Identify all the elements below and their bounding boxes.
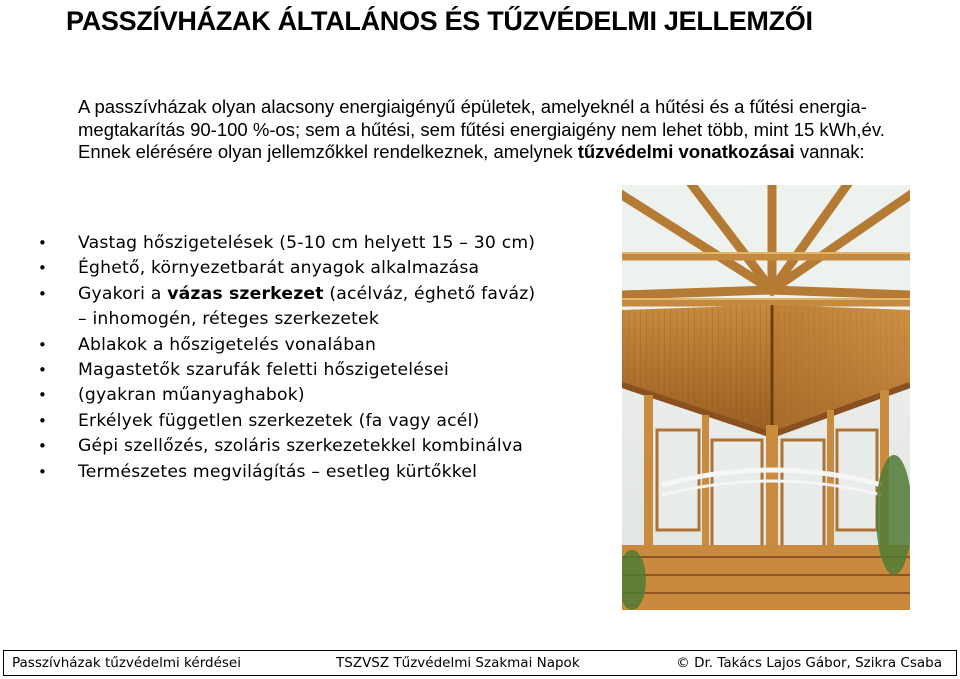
list-item-text: Magastetők szarufák feletti hőszigetelései: [78, 359, 449, 380]
list-item-text: Vastag hőszigetelések (5-10 cm helyett 15 – 30 cm): [78, 233, 536, 253]
list-item: [38, 282, 535, 307]
bullet-mark: •: [38, 335, 48, 354]
footer-right-text: © Dr. Takács Lajos Gábor, Szikra Csaba: [676, 655, 942, 671]
list-item-text: – inhomogén, réteges szerkezetek: [78, 309, 379, 330]
list-item-text: Éghető, környezetbarát anyagok alkalmazása: [78, 258, 480, 279]
timber-roof-photo: [622, 185, 910, 610]
list-item: [38, 256, 535, 281]
list-item: [38, 460, 535, 485]
bullet-mark: •: [38, 411, 48, 430]
list-item: [38, 307, 535, 332]
bullet-mark: •: [38, 437, 48, 456]
slide-footer: [3, 650, 957, 676]
list-item-text-end: (acélváz, éghető faváz): [323, 283, 536, 304]
intro-bold-text: tűzvédelmi vonatkozásai: [577, 141, 795, 162]
bullet-mark: •: [38, 386, 48, 405]
intro-text-end: vannak:: [794, 141, 865, 162]
intro-paragraph: [78, 96, 918, 164]
list-item-text: Gépi szellőzés, szoláris szerkezetekkel kombinálva: [78, 436, 523, 457]
list-item: [38, 231, 535, 256]
list-item: [38, 358, 535, 383]
bullet-mark: •: [38, 259, 48, 278]
bullet-mark: •: [38, 462, 48, 481]
bullet-mark: •: [38, 284, 48, 303]
list-item: [38, 409, 535, 434]
list-item: [38, 383, 535, 408]
bullet-mark: •: [38, 360, 48, 379]
feature-list: [38, 231, 535, 485]
page-title: PASSZÍVHÁZAK ÁLTALÁNOS ÉS TŰZVÉDELMI JELLEMZŐI: [66, 6, 813, 36]
intro-text: A passzívházak olyan alacsony energiaigényű épületek, amelyeknél a hűtési és a fűtési energia-megtakarítás 90-100 %-os; sem a hűtési, sem fűtési energiaigény nem lehet több, mint 15 kWh,év. Ennek elérésére olyan jellemzőkkel rendelkeznek, amelynek: [78, 96, 885, 162]
bullet-mark: •: [38, 234, 48, 252]
list-item-text: Természetes megvilágítás – esetleg kürtőkkel: [78, 461, 478, 482]
footer-left-text: Passzívházak tűzvédelmi kérdései: [12, 655, 241, 671]
list-item: [38, 333, 535, 358]
list-item: [38, 434, 535, 459]
list-item-text: Gyakori a: [78, 283, 168, 304]
footer-center-text: TSZVSZ Tűzvédelmi Szakmai Napok: [336, 655, 580, 671]
list-item-text: (gyakran műanyaghabok): [78, 385, 305, 406]
list-item-bold-text: vázas szerkezet: [167, 283, 324, 304]
list-item-text: Erkélyek független szerkezetek (fa vagy acél): [78, 410, 480, 431]
list-item-text: Ablakok a hőszigetelés vonalában: [78, 334, 377, 355]
